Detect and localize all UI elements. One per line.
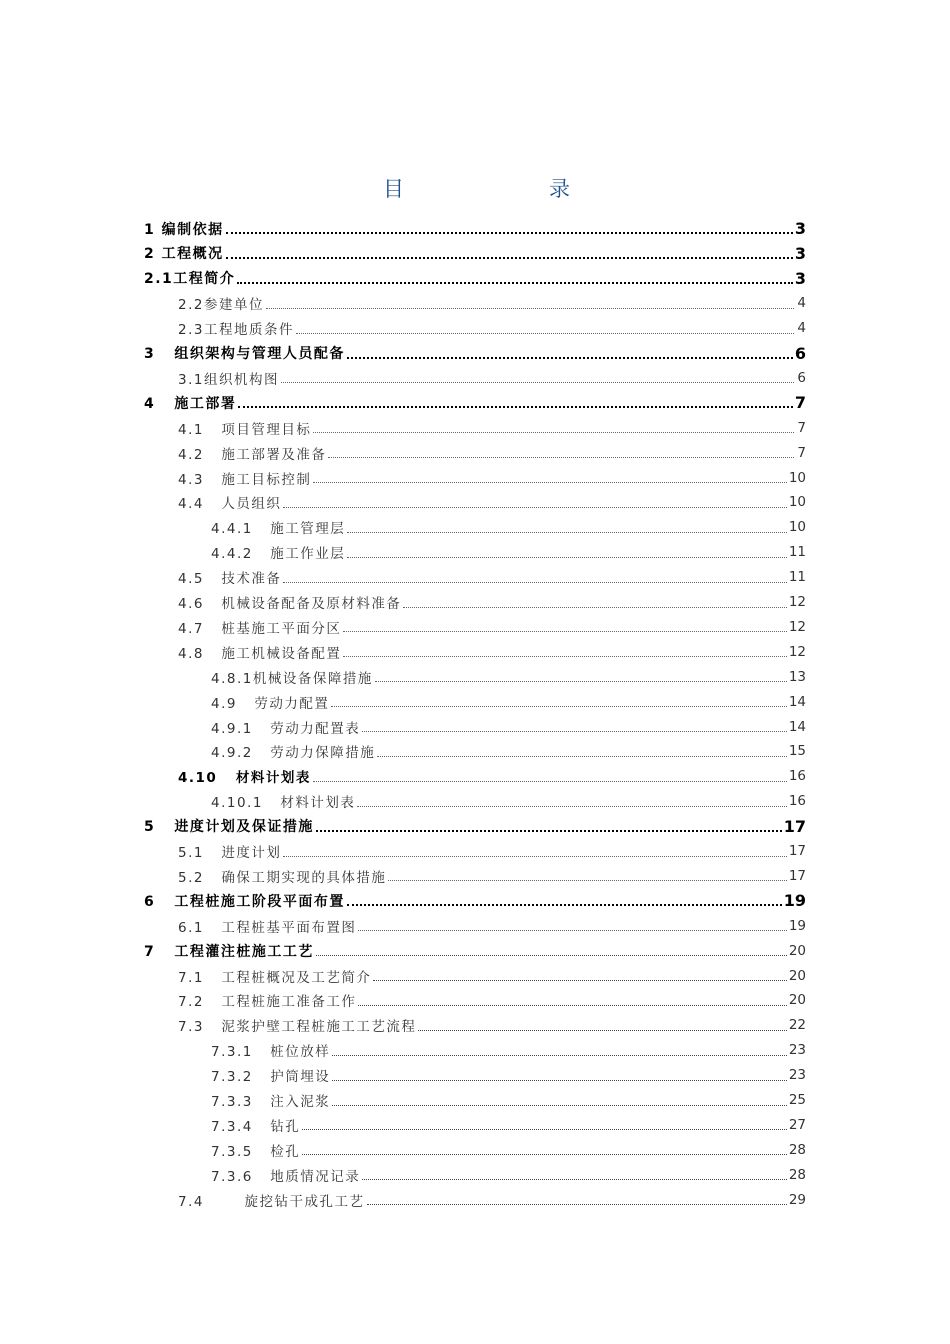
toc-entry[interactable] [0,1088,950,1113]
toc-dot-leader [367,1187,787,1212]
toc-entry-line [211,1112,806,1137]
toc-dot-leader [283,490,786,515]
toc-entry-label: 4.10.1 材料计划表 [211,795,356,812]
toc-dot-leader [343,639,786,664]
toc-entry[interactable] [0,1187,950,1212]
toc-entry[interactable] [0,664,950,689]
toc-entry-line [211,1063,806,1088]
toc-entry[interactable] [0,1162,950,1187]
toc-dot-leader [357,789,786,814]
toc-dot-leader [237,266,793,291]
toc-dot-leader [332,1063,787,1088]
toc-entry-label: 1 编制依据 [144,221,224,238]
toc-entry[interactable] [0,1137,950,1162]
toc-entry-label: 4.9.1 劳动力配置表 [211,720,361,737]
toc-page-number: 6 [794,343,806,363]
toc-dot-leader [313,764,787,789]
toc-entry-line [178,365,806,390]
toc-entry[interactable] [0,789,950,814]
toc-dot-leader [373,963,786,988]
toc-entry[interactable] [0,839,950,864]
toc-entry[interactable] [0,1013,950,1038]
toc-entry[interactable] [0,863,950,888]
toc-entry[interactable] [0,938,950,963]
toc-entry[interactable] [0,241,950,266]
toc-entry[interactable] [0,216,950,241]
toc-dot-leader [358,913,786,938]
toc-entry[interactable] [0,1038,950,1063]
toc-entry-line [178,565,806,590]
toc-page-number: 23 [788,1067,806,1084]
toc-entry[interactable] [0,614,950,639]
toc-entry-label: 4.9 劳动力配置 [211,695,330,712]
toc-entry-label: 7.3.6 地质情况记录 [211,1168,361,1185]
toc-dot-leader [302,1137,787,1162]
toc-entry-label: 7.3.4 钻孔 [211,1118,301,1135]
toc-page-number: 7 [797,419,806,436]
toc-entry-label: 4.7 桩基施工平面分区 [178,620,342,637]
toc-page-number: 19 [788,917,806,934]
toc-dot-leader [332,1038,787,1063]
toc-entry[interactable] [0,565,950,590]
toc-entry[interactable] [0,814,950,839]
toc-entry-label: 7.3 泥浆护壁工程桩施工工艺流程 [178,1019,417,1036]
toc-entry[interactable] [0,440,950,465]
toc-entry-line [211,714,806,739]
toc-entry-line [144,216,806,241]
toc-entry-label: 4.3 施工目标控制 [178,471,312,488]
toc-page-number: 28 [788,1141,806,1158]
toc-entry-line [178,1013,806,1038]
toc-entry-label: 2.3工程地质条件 [178,322,294,339]
toc-page-number: 4 [797,320,806,337]
toc-entry-line [178,590,806,615]
toc-entry[interactable] [0,365,950,390]
toc-entry-label: 4.8 施工机械设备配置 [178,645,342,662]
toc-entry-line [178,963,806,988]
toc-dot-leader [328,440,794,465]
toc-entry-line [144,241,806,266]
toc-page-number: 20 [788,967,806,984]
toc-entry[interactable] [0,515,950,540]
toc-entry-line [211,515,806,540]
toc-entry-line [178,465,806,490]
toc-dot-leader [296,316,794,341]
toc-entry-label: 4.4.2 施工作业层 [211,546,346,563]
toc-entry-line [178,291,806,316]
toc-entry-label: 7.4 旋挖钻干成孔工艺 [178,1193,365,1210]
toc-entry-line [211,540,806,565]
toc-page-number: 28 [788,1166,806,1183]
toc-entry[interactable] [0,465,950,490]
toc-dot-leader [343,614,786,639]
toc-entry[interactable] [0,316,950,341]
toc-dot-leader [238,390,792,415]
toc-dot-leader [316,938,787,963]
toc-dot-leader [388,863,786,888]
toc-entry-label: 2.1工程简介 [144,271,236,288]
toc-entry-label: 6.1 工程桩基平面布置图 [178,919,357,936]
toc-entry-line [144,390,806,415]
toc-page-number: 6 [797,369,806,386]
toc-page-number: 11 [788,569,806,586]
toc-dot-leader [226,216,793,241]
toc-entry-label: 4.8.1机械设备保障措施 [211,670,373,687]
toc-entry-line [211,789,806,814]
toc-page-number: 25 [788,1092,806,1108]
toc-dot-leader [332,1088,787,1113]
toc-entry[interactable] [0,540,950,565]
toc-entry[interactable] [0,590,950,615]
toc-dot-leader [358,988,786,1013]
toc-entry-label: 7.1 工程桩概况及工艺简介 [178,969,372,986]
toc-page-number: 16 [788,768,806,785]
toc-entry-line [178,863,806,888]
toc-page-number: 14 [788,718,806,735]
toc-entry[interactable] [0,988,950,1013]
toc-page-number: 29 [788,1191,806,1208]
toc-dot-leader [302,1112,787,1137]
toc-entry[interactable] [0,888,950,913]
toc-entry[interactable] [0,266,950,291]
toc-entry-line [178,764,806,789]
toc-page-number: 4 [797,295,806,312]
toc-entry-label: 7 工程灌注桩施工工艺 [144,943,314,960]
toc-page-number: 17 [783,816,806,836]
toc-entry-label: 2 工程概况 [144,246,224,263]
toc-entry-label: 4.4 人员组织 [178,496,282,513]
toc-entry-label: 5.1 进度计划 [178,845,282,861]
toc-dot-leader [362,1162,787,1187]
toc-dot-leader [313,415,794,440]
toc-entry-line [211,689,806,714]
toc-entry[interactable] [0,341,950,366]
toc-page-number: 7 [794,393,806,413]
toc-entry[interactable] [0,714,950,739]
toc-page-number: 3 [794,243,806,263]
toc-entry-label: 7.3.5 检孔 [211,1143,301,1160]
toc-entry-line [211,1088,806,1113]
toc-entry-line [211,1137,806,1162]
toc-entry-label: 4 施工部署 [144,395,237,412]
toc-dot-leader [226,241,793,266]
toc-entry-label: 5 进度计划及保证措施 [144,819,314,836]
toc-entry-label: 7.3.2 护筒埋设 [211,1069,331,1086]
toc-entry[interactable] [0,390,950,415]
toc-entry-label: 5.2 确保工期实现的具体措施 [178,869,387,886]
toc-entry-line [178,913,806,938]
toc-entry[interactable] [0,1112,950,1137]
toc-entry-line [144,888,806,913]
toc-page-number: 22 [788,1017,806,1034]
toc-page-number: 11 [788,544,806,561]
toc-entry-label: 4.5 技术准备 [178,571,282,588]
toc-dot-leader [316,814,782,839]
toc-page-number: 15 [788,743,806,760]
toc-dot-leader [375,664,787,689]
toc-entry-label: 7.3.1 桩位放样 [211,1044,331,1061]
toc-dot-leader [347,341,793,366]
toc-entry-label: 4.1 项目管理目标 [178,421,312,438]
toc-page-number: 14 [788,693,806,710]
toc-dot-leader [266,291,794,316]
toc-entry-line [211,1162,806,1187]
toc-entry-line [144,341,806,366]
toc-page-number: 12 [788,618,806,635]
toc-entry[interactable] [0,739,950,764]
toc-page-number: 20 [788,942,806,959]
toc-entry[interactable] [0,639,950,664]
toc-page-number: 3 [794,268,806,288]
toc-entry-line [211,1038,806,1063]
toc-entry[interactable] [0,689,950,714]
toc-entry-line [211,664,806,689]
toc-entry[interactable] [0,764,950,789]
toc-entry-line [178,316,806,341]
toc-entry-line [178,490,806,515]
toc-page-number: 23 [788,1042,806,1059]
toc-page-number: 16 [788,793,806,810]
toc-page-number: 27 [788,1116,806,1133]
toc-entry-line [144,266,806,291]
toc-entry-label: 7.3.3 注入泥浆 [211,1094,331,1110]
toc-entry-label: 6 工程桩施工阶段平面布置 [144,893,345,910]
toc-page-number: 10 [788,469,806,486]
toc-entry-line [178,1187,806,1212]
toc-dot-leader [313,465,786,490]
toc-entry-label: 4.6 机械设备配备及原材料准备 [178,596,402,612]
toc-entry-line [178,988,806,1013]
toc-entry[interactable] [0,415,950,440]
toc-dot-leader [283,839,786,864]
toc-dot-leader [281,365,794,390]
toc-entry-line [178,639,806,664]
toc-entry-label: 4.9.2 劳动力保障措施 [211,745,376,762]
toc-entry[interactable] [0,291,950,316]
toc-entry-label: 3 组织架构与管理人员配备 [144,346,345,362]
toc-entry-line [178,415,806,440]
toc-dot-leader [362,714,787,739]
toc-entry-label: 4.10 材料计划表 [178,770,311,787]
toc-page-number: 10 [788,519,806,536]
toc-dot-leader [418,1013,786,1038]
toc-dot-leader [403,590,786,615]
toc-entry-label: 4.2 施工部署及准备 [178,446,327,463]
toc-dot-leader [347,515,787,540]
toc-page-number: 12 [788,643,806,660]
toc-entry[interactable] [0,963,950,988]
toc-page-number: 10 [788,494,806,511]
toc-entry[interactable] [0,1063,950,1088]
toc-title-char-1: 目 [383,177,404,201]
toc-page-number: 20 [788,992,806,1009]
toc-dot-leader [347,540,787,565]
toc-page-number: 17 [788,843,806,859]
toc-entry-label: 2.2参建单位 [178,297,264,314]
toc-entry-line [178,440,806,465]
toc-page-number: 17 [788,867,806,884]
toc-entry-label: 7.2 工程桩施工准备工作 [178,994,357,1011]
toc-entry-line [211,739,806,764]
toc-page-number: 7 [797,444,806,461]
toc-entry-line [144,938,806,963]
toc-entry-line [144,814,806,839]
toc-page-number: 3 [794,219,806,238]
toc-dot-leader [283,565,786,590]
toc-page-number: 13 [788,668,806,685]
toc-entry-line [178,839,806,864]
toc-page-number: 12 [788,594,806,610]
toc-entry-label: 3.1组织机构图 [178,371,279,388]
toc-entry-label: 4.4.1 施工管理层 [211,521,346,538]
toc-title-char-2: 录 [549,177,570,201]
toc-dot-leader [331,689,786,714]
toc-dot-leader [377,739,787,764]
toc-entry-line [178,614,806,639]
toc-title [0,173,950,203]
toc-page-number: 19 [783,891,806,911]
toc-dot-leader [347,888,782,913]
toc-entry[interactable] [0,490,950,515]
toc-entry[interactable] [0,913,950,938]
